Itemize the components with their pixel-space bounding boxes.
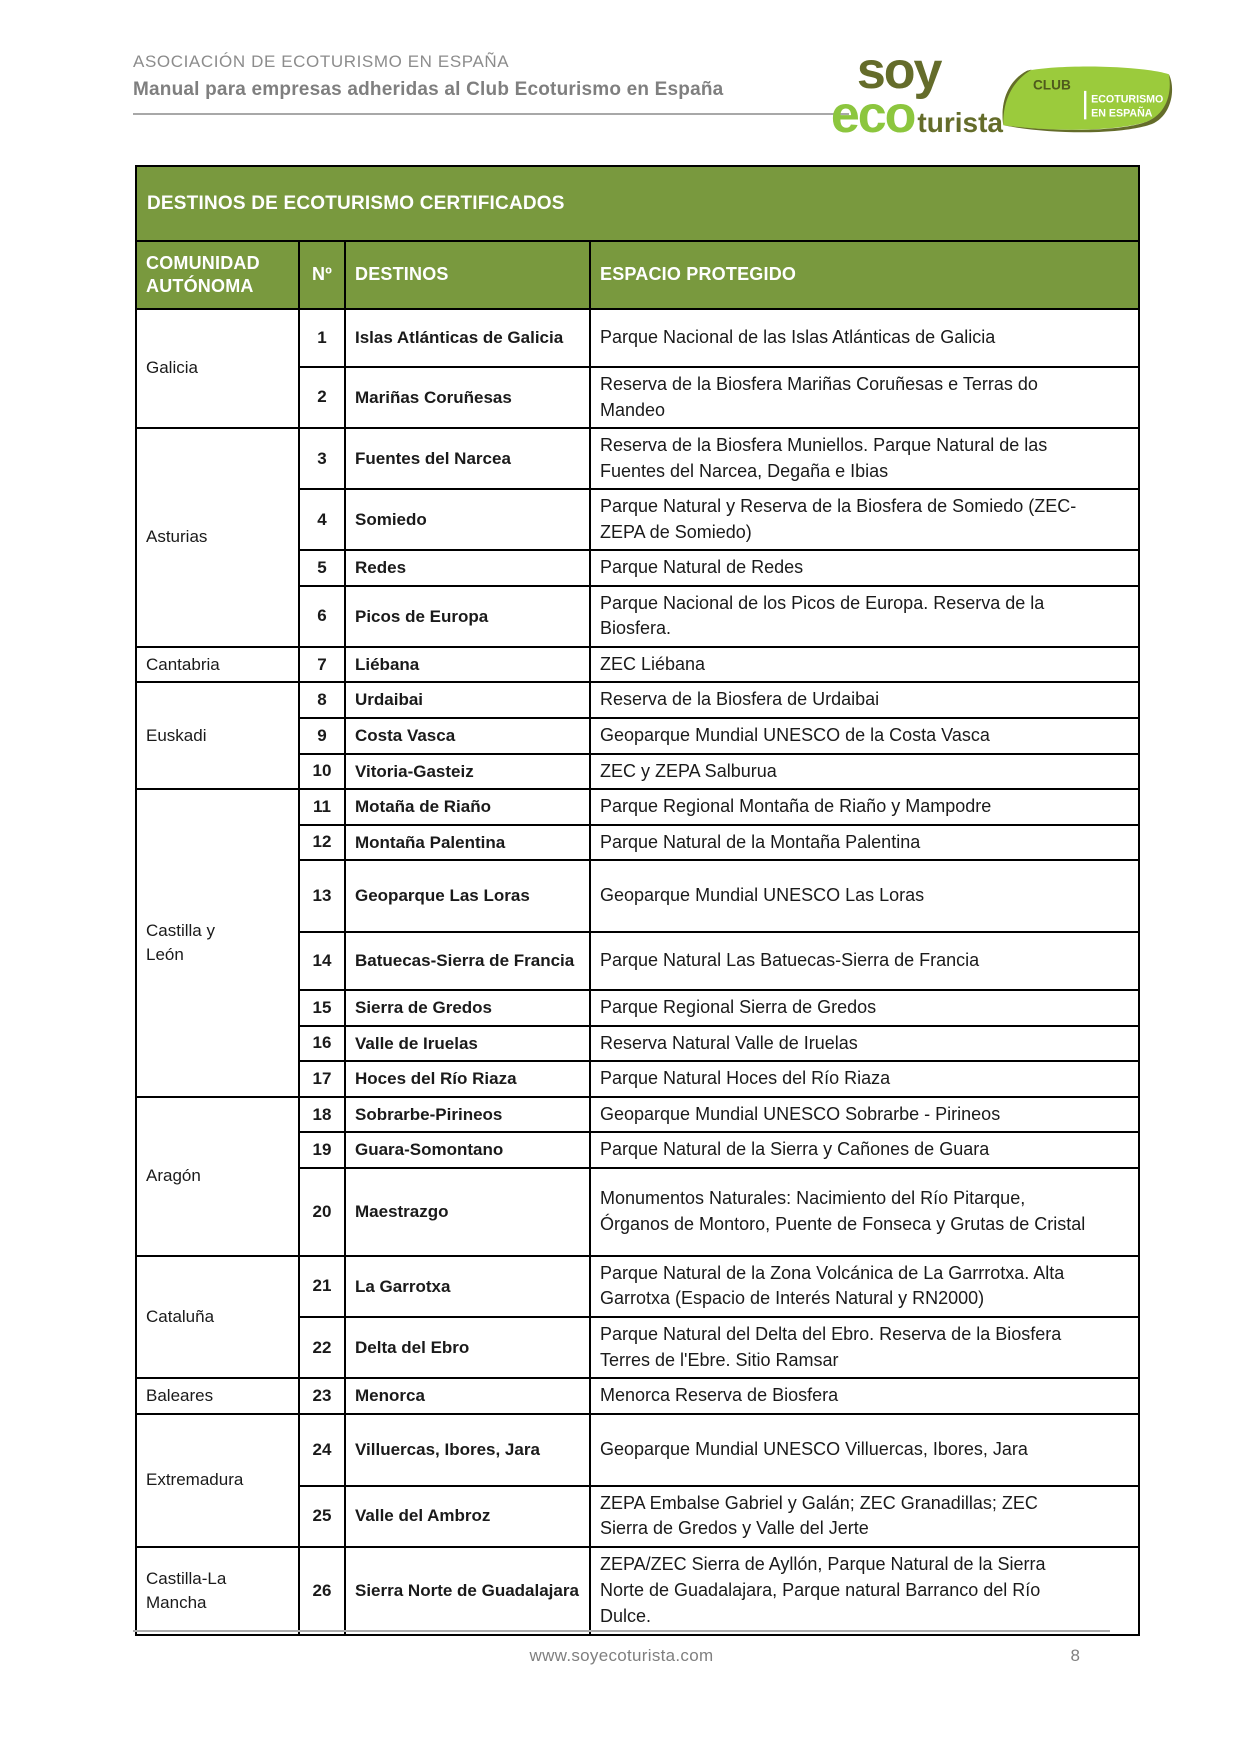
protected-area-cell: ZEC y ZEPA Salburua [590,754,1139,790]
protected-area-cell: ZEPA Embalse Gabriel y Galán; ZEC Granadillas; ZEC Sierra de Gredos y Valle del Jerte [590,1486,1139,1547]
row-number: 17 [299,1061,345,1097]
col-header-destinos: DESTINOS [345,241,590,309]
destination-cell: Sobrarbe-Pirineos [345,1097,590,1133]
row-number: 3 [299,428,345,489]
protected-area-cell: Parque Natural Las Batuecas-Sierra de Francia [590,932,1139,990]
destination-cell: Fuentes del Narcea [345,428,590,489]
region-cell: Galicia [136,309,299,428]
row-number: 13 [299,860,345,932]
region-cell: Extremadura [136,1414,299,1547]
badge-line1: ECOTURISMO [1091,93,1164,106]
row-number: 12 [299,825,345,861]
protected-area-cell: Reserva de la Biosfera Mariñas Coruñesas e Terras do Mandeo [590,367,1139,428]
row-number: 14 [299,932,345,990]
protected-area-cell: Geoparque Mundial UNESCO Villuercas, Ibores, Jara [590,1414,1139,1486]
row-number: 18 [299,1097,345,1133]
column-header-row [136,241,1139,309]
row-number: 26 [299,1547,345,1635]
destination-cell: Valle del Ambroz [345,1486,590,1547]
protected-area-cell: ZEPA/ZEC Sierra de Ayllón, Parque Natural de la Sierra Norte de Guadalajara, Parque natural Barranco del Río Dulce. [590,1547,1139,1635]
protected-area-cell: Parque Nacional de los Picos de Europa. Reserva de la Biosfera. [590,586,1139,647]
protected-area-cell: Parque Natural de la Sierra y Cañones de Guara [590,1132,1139,1168]
row-number: 8 [299,682,345,718]
row-number: 22 [299,1317,345,1378]
table-row [136,428,1139,489]
destination-cell: Mariñas Coruñesas [345,367,590,428]
table-row [136,1256,1139,1317]
logo-eco-text: eco [830,85,915,144]
region-cell: Baleares [136,1378,299,1414]
row-number: 15 [299,990,345,1026]
row-number: 10 [299,754,345,790]
leaf-badge-icon [995,46,1173,150]
col-header-espacio: ESPACIO PROTEGIDO [590,241,1139,309]
row-number: 5 [299,550,345,586]
destination-cell: Picos de Europa [345,586,590,647]
logo-turista-text: turista [917,106,1003,138]
destination-cell: Costa Vasca [345,718,590,754]
destination-cell: Menorca [345,1378,590,1414]
logo-wordmark [830,42,1003,144]
destination-cell: Vitoria-Gasteiz [345,754,590,790]
row-number: 19 [299,1132,345,1168]
document-subtitle: Manual para empresas adheridas al Club Ecoturismo en España [133,79,724,100]
page-header [133,52,849,115]
protected-area-cell: Reserva de la Biosfera de Urdaibai [590,682,1139,718]
row-number: 20 [299,1168,345,1256]
table-row [136,682,1139,718]
protected-area-cell: Parque Regional Montaña de Riaño y Mampodre [590,789,1139,825]
protected-area-cell: Parque Nacional de las Islas Atlánticas de Galicia [590,309,1139,367]
table-title-row [136,166,1139,241]
row-number: 4 [299,489,345,550]
destination-cell: Batuecas-Sierra de Francia [345,932,590,990]
table-row [136,1097,1139,1133]
destination-cell: Urdaibai [345,682,590,718]
protected-area-cell: Menorca Reserva de Biosfera [590,1378,1139,1414]
table-body [136,309,1139,1635]
protected-area-cell: Geoparque Mundial UNESCO de la Costa Vasca [590,718,1139,754]
destination-cell: Hoces del Río Riaza [345,1061,590,1097]
col-header-numero: Nº [299,241,345,309]
protected-area-cell: Parque Natural Hoces del Río Riaza [590,1061,1139,1097]
col-header-comunidad: COMUNIDAD AUTÓNOMA [136,241,299,309]
footer-url: www.soyecoturista.com [529,1646,714,1665]
destination-cell: Guara-Somontano [345,1132,590,1168]
destination-cell: Delta del Ebro [345,1317,590,1378]
destination-cell: Sierra Norte de Guadalajara [345,1547,590,1635]
destination-cell: Sierra de Gredos [345,990,590,1026]
row-number: 21 [299,1256,345,1317]
row-number: 24 [299,1414,345,1486]
organization-title: ASOCIACIÓN DE ECOTURISMO EN ESPAÑA [133,52,510,71]
protected-area-cell: Parque Natural de Redes [590,550,1139,586]
row-number: 2 [299,367,345,428]
protected-area-cell: Geoparque Mundial UNESCO Las Loras [590,860,1139,932]
region-cell: Asturias [136,428,299,647]
row-number: 7 [299,647,345,683]
destination-cell: Islas Atlánticas de Galicia [345,309,590,367]
table-row [136,1547,1139,1635]
region-cell: Castilla y León [136,789,299,1097]
region-cell: Euskadi [136,682,299,789]
destination-cell: Redes [345,550,590,586]
destination-cell: La Garrotxa [345,1256,590,1317]
table-row [136,789,1139,825]
region-cell: Castilla-La Mancha [136,1547,299,1635]
protected-area-cell: Parque Natural de la Zona Volcánica de La Garrrotxa. Alta Garrotxa (Espacio de Interés Natural y RN2000) [590,1256,1139,1317]
page-footer [133,1630,1110,1666]
protected-area-cell: Monumentos Naturales: Nacimiento del Río Pitarque, Órganos de Montoro, Puente de Fonseca y Grutas de Cristal [590,1168,1139,1256]
row-number: 11 [299,789,345,825]
row-number: 6 [299,586,345,647]
destination-cell: Valle de Iruelas [345,1026,590,1062]
row-number: 1 [299,309,345,367]
badge-line2: EN ESPAÑA [1091,107,1153,120]
row-number: 23 [299,1378,345,1414]
table-row [136,309,1139,367]
logo-soy-text: soy [856,42,941,101]
table-row [136,647,1139,683]
row-number: 25 [299,1486,345,1547]
soyecoturista-logo [831,40,1173,150]
destination-cell: Villuercas, Ibores, Jara [345,1414,590,1486]
destination-cell: Somiedo [345,489,590,550]
protected-area-cell: ZEC Liébana [590,647,1139,683]
table-row [136,1378,1139,1414]
region-cell: Aragón [136,1097,299,1256]
protected-area-cell: Geoparque Mundial UNESCO Sobrarbe - Pirineos [590,1097,1139,1133]
table-row [136,1414,1139,1486]
protected-area-cell: Reserva de la Biosfera Muniellos. Parque Natural de las Fuentes del Narcea, Degaña e Ibias [590,428,1139,489]
destination-cell: Geoparque Las Loras [345,860,590,932]
destination-cell: Maestrazgo [345,1168,590,1256]
protected-area-cell: Reserva Natural Valle de Iruelas [590,1026,1139,1062]
protected-area-cell: Parque Natural y Reserva de la Biosfera de Somiedo (ZEC-ZEPA de Somiedo) [590,489,1139,550]
destination-cell: Motaña de Riaño [345,789,590,825]
protected-area-cell: Parque Natural del Delta del Ebro. Reserva de la Biosfera Terres de l'Ebre. Sitio Ramsar [590,1317,1139,1378]
destinations-table [135,165,1140,1636]
destination-cell: Liébana [345,647,590,683]
region-cell: Cataluña [136,1256,299,1378]
table-title: DESTINOS DE ECOTURISMO CERTIFICADOS [136,166,1139,241]
row-number: 16 [299,1026,345,1062]
destination-cell: Montaña Palentina [345,825,590,861]
protected-area-cell: Parque Natural de la Montaña Palentina [590,825,1139,861]
protected-area-cell: Parque Regional Sierra de Gredos [590,990,1139,1026]
region-cell: Cantabria [136,647,299,683]
badge-club-label: CLUB [1032,77,1071,93]
page-number: 8 [1070,1646,1080,1665]
row-number: 9 [299,718,345,754]
